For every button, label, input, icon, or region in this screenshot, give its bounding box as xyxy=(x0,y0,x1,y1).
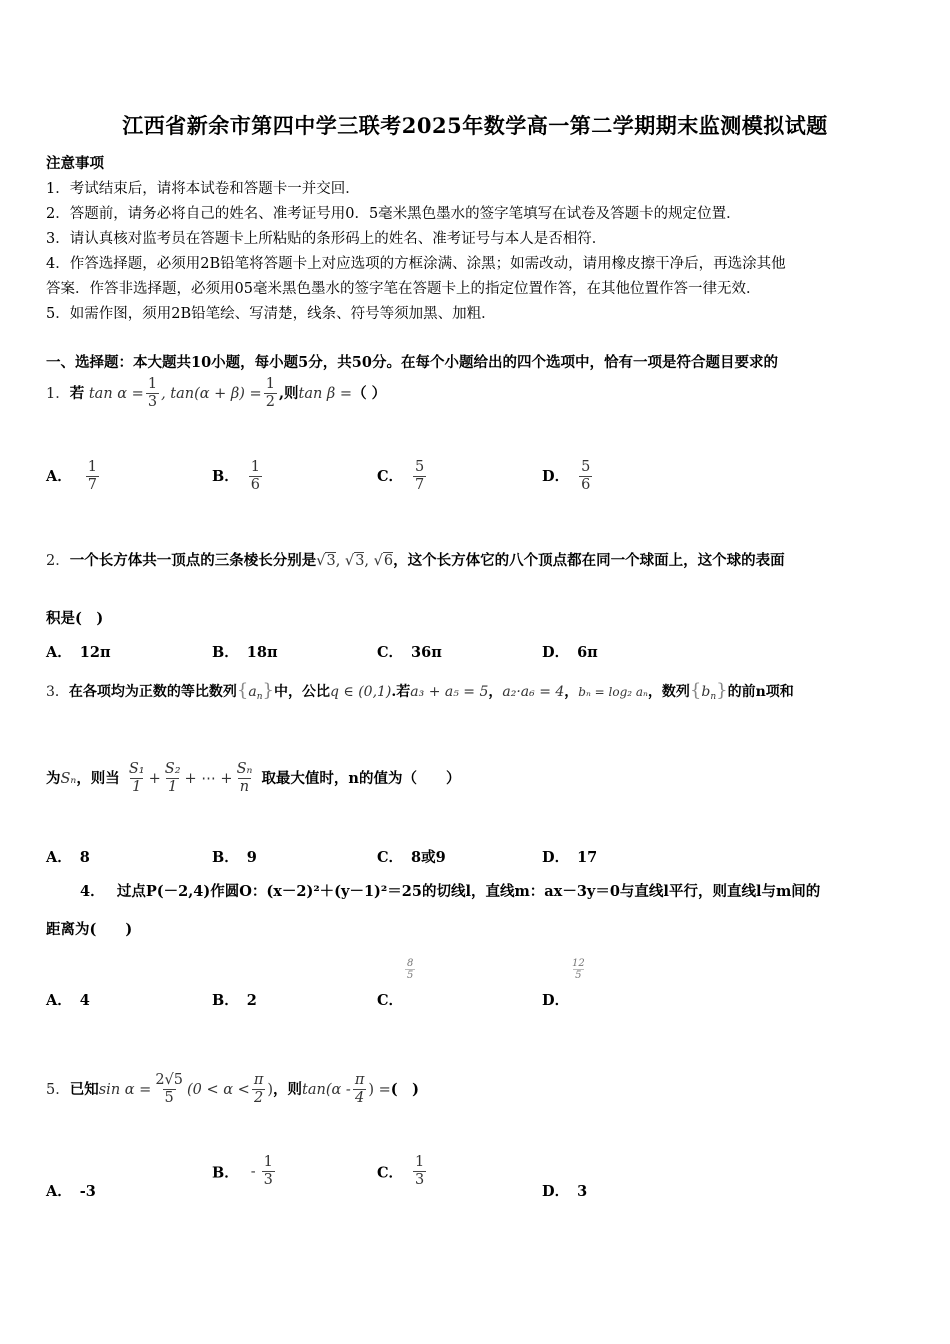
question-1: 1．若 tan α = $\frac{1}{3}$ , tan(α + β) = $\frac{1}{2}$ ,则tan β =（ ） xyxy=(46,376,387,410)
q1-option-b[interactable]: B． $\frac{1}{6}$ xyxy=(212,459,260,493)
q5-option-d[interactable]: D． 3 xyxy=(542,1183,588,1200)
q2-option-a[interactable]: A． 12π xyxy=(46,644,111,661)
notice-heading: 注意事项 xyxy=(46,155,104,172)
q2-option-d[interactable]: D． 6π xyxy=(542,644,598,661)
q4-option-c-fraction: $\frac{8}{5}$ xyxy=(407,958,414,981)
notice-item-3: 3．请认真核对监考员在答题卡上所粘贴的条形码上的姓名、准考证号与本人是否相符． xyxy=(46,231,607,247)
question-3: 3．在各项均为正数的等比数列$\{a_n\}$中，公比q ∈ (0,1).若a₃ + a₅ = 5，a₂·a₆ = 4，bₙ = log₂ aₙ，数列$\{b_n\}$的前n项和 xyxy=(46,680,794,702)
q3-option-b[interactable]: B． 9 xyxy=(212,849,257,866)
q5-option-a[interactable]: A． -3 xyxy=(46,1183,96,1200)
q2-option-c[interactable]: C． 36π xyxy=(377,644,442,661)
q1-option-a[interactable]: A． $\frac{1}{7}$ xyxy=(46,459,97,493)
q4-option-c[interactable]: C． xyxy=(377,992,404,1009)
q3-option-c[interactable]: C． 8或9 xyxy=(377,849,446,866)
q4-option-b[interactable]: B． 2 xyxy=(212,992,257,1009)
q4-option-d[interactable]: D． xyxy=(542,992,570,1009)
page-title: 江西省新余市第四中学三联考2025年数学高一第二学期期末监测模拟试题 xyxy=(122,113,828,138)
section-header: 一、选择题：本大题共10小题，每小题5分，共50分。在每个小题给出的四个选项中，恰有一项是符合题目要求的 xyxy=(46,354,778,371)
notice-item-1: 1．考试结束后，请将本试卷和答题卡一并交回． xyxy=(46,181,360,197)
q1-option-c[interactable]: C． $\frac{5}{7}$ xyxy=(377,459,425,493)
question-4-cont: 距离为( ) xyxy=(46,921,133,938)
q2-option-b[interactable]: B． 18π xyxy=(212,644,278,661)
question-4: 4． 过点P(－2,4)作圆O：(x－2)²＋(y－1)²＝25的切线l，直线m：ax－3y＝0与直线l平行，则直线l与m间的 xyxy=(80,883,821,900)
question-2: 2．一个长方体共一顶点的三条棱长分别是√3, √3, √6，这个长方体它的八个顶点都在同一个球面上，这个球的表面 xyxy=(46,552,785,569)
notice-item-5: 5．如需作图，须用2B铅笔绘、写清楚，线条、符号等须加黑、加粗． xyxy=(46,306,496,322)
q5-option-b[interactable]: B． - $\frac{1}{3}$ xyxy=(212,1154,273,1188)
q3-option-d[interactable]: D． 17 xyxy=(542,849,598,866)
question-2-cont: 积是( ) xyxy=(46,610,104,627)
question-5: 5．已知sin α = $\frac{2√5}{5}$ (0 < α < $\frac{\pi}{2}$ )，则tan(α - $\frac{\pi}{4}$ ) =( ) xyxy=(46,1072,419,1106)
q5-option-c[interactable]: C． $\frac{1}{3}$ xyxy=(377,1154,425,1188)
notice-item-4: 4．作答选择题，必须用2B铅笔将答题卡上对应选项的方框涂满、涂黑；如需改动，请用橡皮擦干净后，再选涂其他 xyxy=(46,256,786,272)
q3-option-a[interactable]: A． 8 xyxy=(46,849,90,866)
notice-item-2: 2．答题前，请务必将自己的姓名、准考证号用0．5毫米黑色墨水的签字笔填写在试卷及答题卡的规定位置． xyxy=(46,206,741,222)
q4-option-d-fraction: $\frac{12}{5}$ xyxy=(572,958,585,981)
notice-item-4-cont: 答案．作答非选择题，必须用05毫米黑色墨水的签字笔在答题卡上的指定位置作答，在其他位置作答一律无效． xyxy=(46,281,761,297)
q1-option-d[interactable]: D． $\frac{5}{6}$ xyxy=(542,459,591,493)
q4-option-a[interactable]: A． 4 xyxy=(46,992,90,1009)
question-3-cont: 为Sₙ，则当 $\frac{\text{S₁}}{1}$ + $\frac{\text{S₂}}{1}$ + ⋯ + $\frac{\text{Sₙ}}{n}$ 取最大值时，n的值为（ ） xyxy=(46,761,461,795)
